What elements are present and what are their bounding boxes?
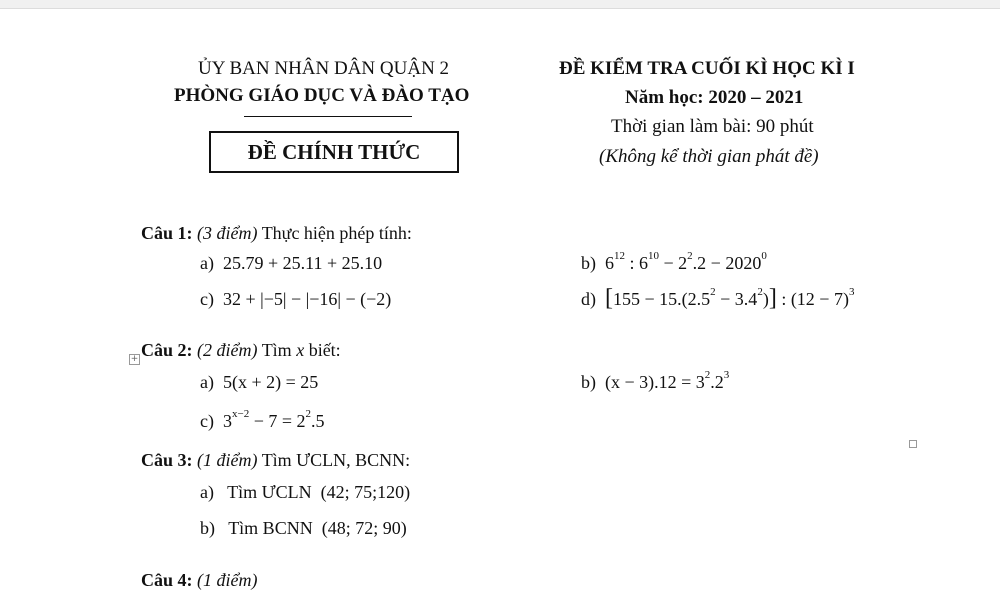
- q2-part-a: a) 5(x + 2) = 25: [200, 372, 319, 392]
- exam-title: ĐỀ KIỂM TRA CUỐI KÌ HỌC KÌ I: [559, 58, 855, 79]
- header-underline: [244, 116, 412, 117]
- question-2-label: Câu 2:: [141, 340, 193, 360]
- question-4-label: Câu 4:: [141, 570, 193, 590]
- exam-duration-note: (Không kể thời gian phát đề): [599, 146, 819, 167]
- q1-part-a: a) 25.79 + 25.11 + 25.10: [200, 253, 383, 273]
- window-top-border: [0, 0, 1000, 9]
- official-exam-box: [209, 131, 459, 173]
- q2-part-c: c) $3^{x-2} - 7 = 2^2.5$: [200, 408, 325, 431]
- q2-part-b: b) $(x - 3).12 = 3^2.2^3$: [581, 369, 730, 392]
- question-3-points: (1 điểm): [197, 450, 258, 470]
- question-2-points: (2 điểm): [197, 340, 258, 360]
- exam-duration: Thời gian làm bài: 90 phút: [611, 116, 814, 137]
- question-3-heading: Câu 3: (1 điểm) Tìm ƯCLN, BCNN:: [141, 450, 411, 470]
- question-3-label: Câu 3:: [141, 450, 193, 470]
- education-department: PHÒNG GIÁO DỤC VÀ ĐÀO TẠO: [174, 85, 470, 106]
- district-committee: ỦY BAN NHÂN DÂN QUẬN 2: [198, 58, 450, 79]
- q3-part-b: b) Tìm BCNN (48; 72; 90): [200, 518, 407, 538]
- q3-part-a: a) Tìm ƯCLN (42; 75;120): [200, 482, 411, 502]
- question-1-points: (3 điểm): [197, 223, 258, 243]
- q1-part-d: d) $[155 - 15.(2.5^2 - 3.4^2)]$ : $(12 - 7)^3$: [581, 285, 855, 311]
- question-1-heading: [141, 223, 412, 244]
- paragraph-mark: [909, 440, 917, 448]
- table-move-handle[interactable]: +: [130, 354, 139, 364]
- question-1-text: Thực hiện phép tính:: [261, 223, 412, 243]
- question-1-label: Câu 1:: [141, 223, 193, 243]
- q1-part-b: b) $6^{12}$ : $6^{10} - 2^2.2 - 2020^0$: [581, 250, 767, 273]
- school-year: Năm học: 2020 – 2021: [625, 87, 804, 108]
- question-4-points: (1 điểm): [197, 570, 258, 590]
- question-2-heading: Câu 2: (2 điểm) Tìm x biết:: [141, 340, 341, 360]
- question-4-heading: [141, 570, 258, 591]
- q1-part-c: c) 32 + |−5| − |−16| − (−2): [200, 289, 392, 309]
- official-label: ĐỀ CHÍNH THỨC: [247, 139, 421, 164]
